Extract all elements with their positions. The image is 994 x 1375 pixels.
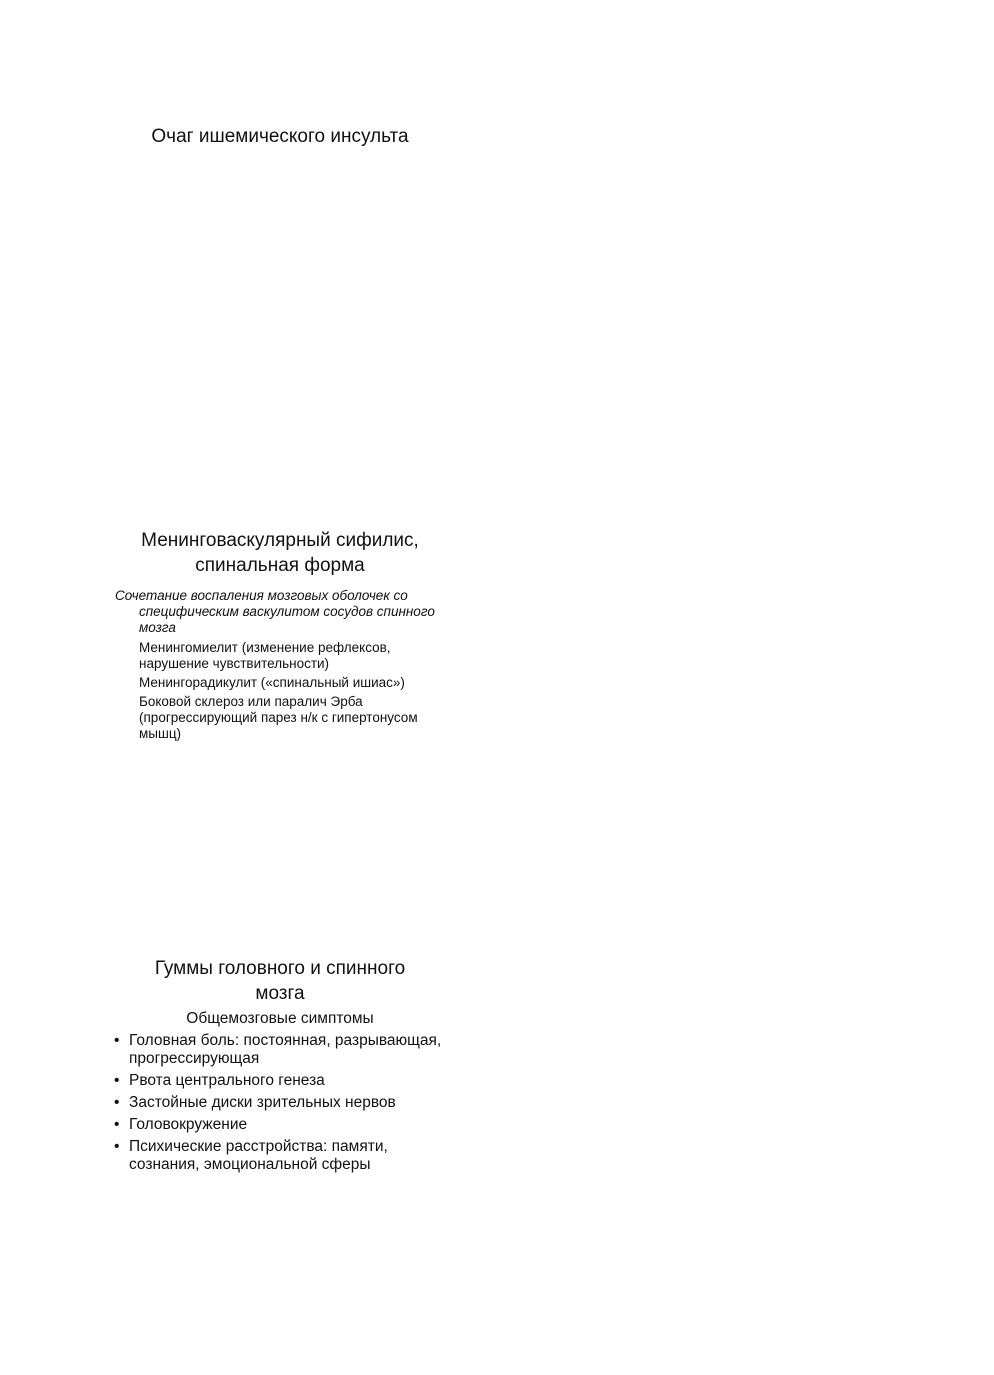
list-item-text: Головокружение	[129, 1116, 248, 1133]
list-item-text: Психические расстройства: памяти, сознания, эмоциональной сферы	[129, 1138, 388, 1173]
slide-title-line-1: Гуммы головного и спинного	[154, 958, 406, 979]
bullet-icon: •	[114, 1116, 120, 1133]
bullet-icon: •	[114, 1094, 120, 1111]
slide-title	[110, 956, 450, 1006]
slide-meningovascular-syphilis	[110, 528, 450, 745]
slide-title: Очаг ишемического инсульта	[151, 126, 409, 147]
list-item: Боковой склероз или паралич Эрба (прогрессирующий парез н/к с гипертонусом мышц)	[139, 694, 418, 741]
bullet-icon: •	[114, 1032, 120, 1049]
list-item: Менингорадикулит («спинальный ишиас»)	[139, 675, 405, 690]
symptom-list	[110, 640, 450, 742]
list-item	[114, 1094, 450, 1112]
slide-subtitle: Общемозговые симптомы	[186, 1010, 374, 1027]
list-item	[114, 1138, 450, 1174]
slide-title-line-2: спинальная форма	[195, 555, 365, 576]
slide-title-line-1: Менинговаскулярный сифилис,	[141, 530, 419, 551]
list-item-text: Застойные диски зрительных нервов	[129, 1094, 396, 1111]
bullet-icon: •	[114, 1072, 120, 1089]
list-item: Менингомиелит (изменение рефлексов, нарушение чувствительности)	[139, 640, 391, 671]
list-item-text: Рвота центрального генеза	[129, 1072, 325, 1089]
slide-title-line-2: мозга	[255, 983, 305, 1004]
slide-gummas	[110, 956, 450, 1178]
slide-title	[110, 528, 450, 578]
list-item-text: Головная боль: постоянная, разрывающая, прогрессирующая	[129, 1032, 442, 1067]
list-item	[114, 1072, 450, 1090]
list-item	[114, 1116, 450, 1134]
slide-ischemic-stroke	[110, 124, 450, 149]
list-item	[114, 1032, 450, 1068]
slide-intro-text: Сочетание воспаления мозговых оболочек со специфическим васкулитом сосудов спинного мозга	[115, 588, 435, 635]
bullet-list	[110, 1032, 450, 1174]
bullet-icon: •	[114, 1138, 120, 1155]
